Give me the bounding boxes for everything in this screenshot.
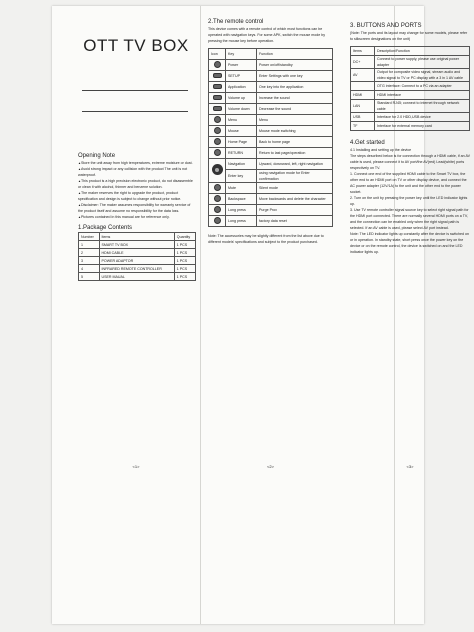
ports-heading: 3. BUTTONS AND PORTS [350,23,422,29]
table-row [209,216,333,227]
table-row [79,265,196,273]
table-cell: Long press [226,216,257,227]
table-cell: 1 PCS [174,241,195,249]
table-cell: HDMI CABLE [99,249,174,257]
opening-note-heading: Opening Note [78,153,116,159]
table-row [209,183,333,194]
table-cell: Move backwards and delete the character [257,194,333,205]
table-cell: POWER ADAPTOR [99,257,174,265]
table-cell: Mute [226,183,257,194]
accessories-note: Note: The accessories may be slightly different from the list above due to different models' specifications and subject to the product purchased. [208,234,324,244]
package-table [78,232,196,281]
table-row [351,82,470,91]
table-row [209,71,333,82]
list-item: ▲ Disclaimer: The maker assumes responsibility for warranty service of the product itself and assume no responsibility for the data loss. [78,202,196,214]
table-cell: Decrease the sound [257,104,333,115]
column-header: Items [99,233,174,241]
table-row [351,100,470,113]
table-cell: Interface for 2.0 HDD,USB device [375,113,470,122]
table-row [351,113,470,122]
table-row [351,122,470,131]
list-item: ▲ Store the unit away from high temperatures, extreme moisture or dust. [78,160,196,166]
table-cell: factory data reset [257,216,333,227]
table-cell: Long press [226,205,257,216]
manual-page-2 [208,0,333,632]
power-button-icon [214,61,221,68]
remote-heading: 2.The remote control [208,19,264,25]
page-number: <3> [406,464,414,469]
table-cell: HDMI interface [375,91,470,100]
table-cell: Volume down [226,104,257,115]
remote-intro: This device comes with a remote control of which most functions can be operated with navigation keys. For some APK, switch the mouse mode by pressing the mouse key before operation. [208,27,326,43]
table-row [209,60,333,71]
remote-table [208,48,333,227]
table-cell: Menu [226,115,257,126]
table-row [209,148,333,159]
table-cell: Power [226,60,257,71]
table-cell: 3 [79,257,100,265]
page-fold-divider [200,6,201,624]
power-button-icon [214,206,221,213]
table-cell: USER MAUAL [99,273,174,281]
table-cell: Volume up [226,93,257,104]
table-row [209,159,333,170]
table-row [79,241,196,249]
table-cell: INFRARED REMOTE CONTROLLER [99,265,174,273]
title-rule [82,111,188,112]
table-cell: DC+ [351,56,375,69]
table-cell: Enter key [226,170,257,183]
column-header: Quantity [174,233,195,241]
table-cell: SETUP [226,71,257,82]
table-header-row [79,233,196,241]
table-row [209,194,333,205]
table-cell: Back to home page [257,137,333,148]
table-cell: 1 PCS [174,257,195,265]
table-row [79,257,196,265]
table-cell: AV [351,69,375,82]
page-number: <1> [132,464,140,469]
table-cell: Connect to power supply, please use original power adapter [375,56,470,69]
remote-control-section [208,18,333,245]
manual-page-3 [350,0,470,632]
table-row [209,137,333,148]
table-header-row [209,49,333,60]
mute-button-icon [214,184,221,191]
table-cell: Interface for external memory card [375,122,470,131]
table-row [209,205,333,216]
application-button-icon [213,84,222,89]
table-row [209,126,333,137]
table-cell: 2 [79,249,100,257]
table-row [209,93,333,104]
ports-intro: (Note: The ports and its layout may change for some models, please refer to silkscreen designations on the unit) [350,31,468,41]
table-cell: Menu [257,115,333,126]
column-header: Items [351,47,375,56]
ports-table [350,46,470,131]
table-cell: Home Page [226,137,257,148]
table-cell: Standard RJ45; connect to internet through network cable [375,100,470,113]
table-cell: Backspace [226,194,257,205]
table-cell: Power on/off/standby [257,60,333,71]
menu-button-icon [214,116,221,123]
table-cell: TF [351,122,375,131]
power-button-icon [214,217,221,224]
instruction-paragraph: 1. Connect one end of the supplied HDMI cable to the Smart TV box, the other end to an HDMI port on TV or other display device, and connect the AC power adapter (12V/1A) to the unit and the other end to the power socket. [350,172,467,194]
list-item: ▲ Pictures contained in this manual are for reference only. [78,214,196,220]
get-started-heading: 4.Get started [350,140,385,146]
table-cell: Application [226,82,257,93]
table-cell: USB [351,113,375,122]
table-row [209,115,333,126]
table-cell: One key into the application [257,82,333,93]
mouse-button-icon [214,127,221,134]
table-cell: 1 [79,241,100,249]
table-cell: LAN [351,100,375,113]
table-row [209,104,333,115]
table-cell: SMART TV BOX [99,241,174,249]
table-cell: Mouse [226,126,257,137]
list-item: ▲ This product is a high precision electronic product, do not disassemble or clean it with alcohol, thinner and benzene solution. [78,178,196,190]
backspace-button-icon [214,195,221,202]
column-header: Function [257,49,333,60]
return-button-icon [214,149,221,156]
navigation-pad-icon [212,164,223,175]
table-cell: OTG interface: Connect to a PC via an adapter [375,82,470,91]
table-cell [351,82,375,91]
instruction-paragraph: Note: The LED indicator lights up constantly after the device is switched on or in operation. In standby state, short press once the power key on the device or on the remote control, the device is switched on and the LED indicator lights up. [350,232,469,254]
product-title: OTT TV BOX [83,36,189,55]
package-heading: 1.Package Contents [78,225,133,231]
table-row [79,249,196,257]
page-number: <2> [267,464,274,469]
instruction-paragraph: The steps described below is for connection through a HDMI cable, if an AV cable is used, please connect it to AV port/the AV(red) Lead(white) ports respectively on TV. [350,154,470,170]
table-cell: Silent mode [257,183,333,194]
table-row [351,69,470,82]
table-cell: Purge Prox [257,205,333,216]
volume-up-icon [213,95,222,100]
table-cell: 1 PCS [174,265,195,273]
instruction-paragraph: 3. Use TV remote controller signal source key to select right signal path for the HDMI port connected. There are normally several HDMI ports on a TV, and the connection can be enabled only when the right signal path is selected. If an AV cable is used, please select AV port instead. [350,208,469,230]
table-header-row [351,47,470,56]
table-cell: Upward, downward, left, right navigation [257,159,333,170]
table-row [351,56,470,69]
table-cell: using navigation mode for Enter confirmation [257,170,333,183]
table-cell: 1 PCS [174,273,195,281]
column-header: Key [226,49,257,60]
table-cell: Enter Settings with one key [257,71,333,82]
table-cell: Mouse mode switching [257,126,333,137]
setup-button-icon [213,73,222,78]
table-cell: Navigation [226,159,257,170]
table-cell: RETURN [226,148,257,159]
home-button-icon [214,138,221,145]
list-item: ▲ Avoid strong impact or any collision with the product The unit is not waterproof. [78,166,196,178]
table-row [79,273,196,281]
opening-note-list [78,160,196,220]
table-cell: Output for composite video signal, stream audio and video signal to TV or PC display with a 3 in 1 AV cable [375,69,470,82]
table-cell: HDMI [351,91,375,100]
get-started-subheading: 4.1 Installing and setting up the device [350,148,412,152]
column-header: Description/Function [375,47,470,56]
table-cell: 1 PCS [174,249,195,257]
table-cell: 5 [79,273,100,281]
manual-page-1 [72,0,200,632]
table-row [209,170,333,183]
buttons-ports-section [350,22,470,255]
table-cell: Return to last page/operation [257,148,333,159]
opening-note [78,152,196,281]
instruction-paragraph: 2. Turn on the unit by pressing the power key until the LED indicator lights up. [350,196,468,206]
column-header: Icon [209,49,226,60]
table-cell: 4 [79,265,100,273]
table-row [209,82,333,93]
column-header: Number [79,233,100,241]
list-item: ▲ The maker reserves the right to upgrade the product, product specification and design is subject to change without prior notice. [78,190,196,202]
table-cell: Increase the sound [257,93,333,104]
table-row [351,91,470,100]
volume-down-icon [213,106,222,111]
title-rule [82,90,188,91]
